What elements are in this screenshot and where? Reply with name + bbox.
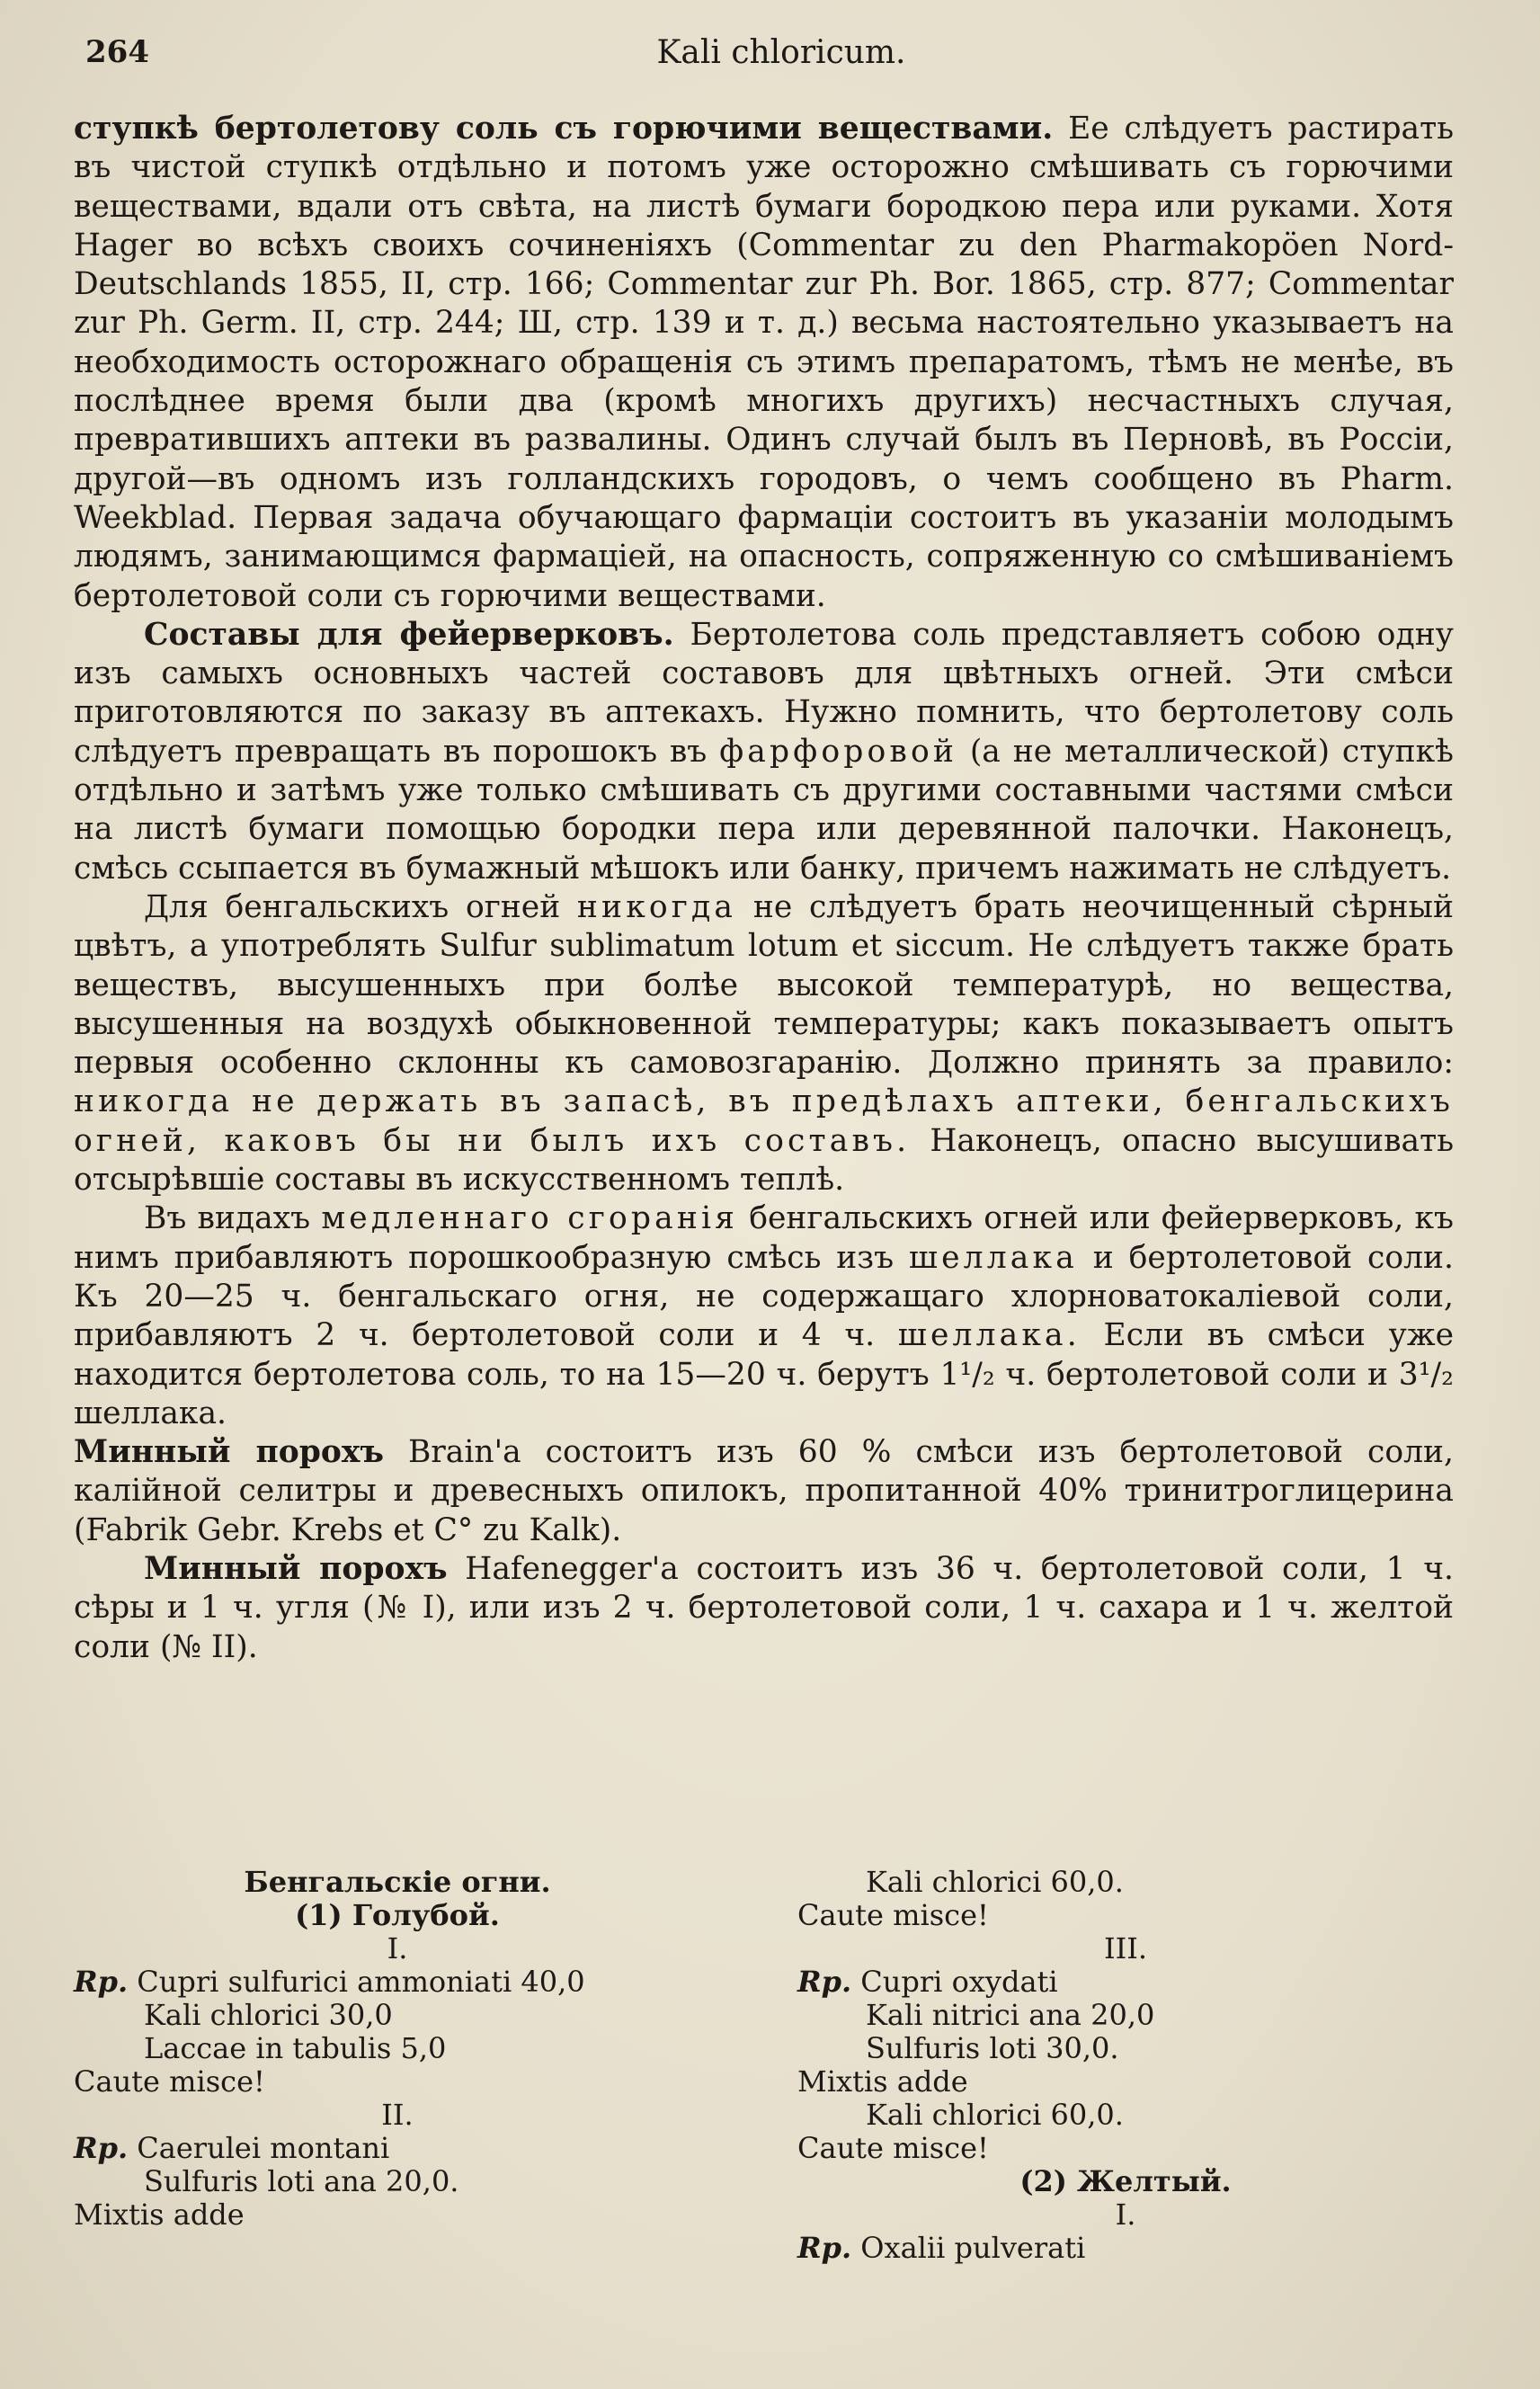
recipes-left-column: [74, 1866, 721, 2232]
recipe-text: Kali chlorici 60,0.: [866, 2098, 1124, 2132]
recipe-text: Бенгальскіе огни.: [244, 1865, 551, 1899]
page-header: [85, 27, 1477, 90]
recipe-line: [797, 2165, 1454, 2198]
recipes-right-column: [797, 1866, 1454, 2265]
paragraph: [74, 1199, 1454, 1433]
text-run: (а не металлической) ступкѣ отдѣльно и затѣмъ уже только смѣшивать съ другими составными частями смѣси на листѣ бумаги помощью бородки пера или деревянной палочки. Наконецъ, смѣсь ссыпается въ бумажный мѣшокъ или банку, причемъ нажимать не слѣдуетъ.: [74, 733, 1454, 887]
recipe-text: Caute misce!: [797, 2131, 989, 2165]
bold-run: ступкѣ бертолетову соль съ горючими веществами.: [74, 111, 1054, 147]
paragraph: [74, 616, 1454, 888]
text-run: Въ видахъ: [144, 1200, 322, 1237]
recipe-line: [74, 1999, 721, 2032]
paragraph: [74, 110, 1454, 616]
recipe-text: Caerulei montani: [128, 2131, 390, 2165]
paragraph: [74, 1433, 1454, 1550]
recipe-text: Caute misce!: [74, 2064, 265, 2099]
recipe-text: III.: [1103, 1931, 1148, 1966]
text-run: Если въ смѣси уже находится бертолетова соль, то на 15—20 ч. берутъ 1¹/₂ ч. бертолетовой соли и 3¹/₂ шеллака.: [74, 1317, 1454, 1431]
recipe-line: [797, 1932, 1454, 1966]
bold-run: Минный порохъ: [74, 1434, 384, 1471]
recipe-text: II.: [381, 2098, 414, 2132]
recipe-text: (1) Голубой.: [295, 1898, 500, 1932]
recipe-line: [797, 1966, 1454, 1999]
recipe-text: Cupri sulfurici ammoniati 40,0: [128, 1965, 585, 1999]
rx-symbol: Rp.: [74, 2131, 129, 2165]
page-number: 264: [85, 34, 149, 70]
recipe-text: I.: [1115, 2197, 1136, 2232]
recipe-text: Caute misce!: [797, 1898, 989, 1932]
bold-run: Минный порохъ: [144, 1550, 448, 1587]
recipe-text: Mixtis adde: [74, 2197, 245, 2232]
recipe-line: [74, 2132, 721, 2165]
recipe-line: [797, 2099, 1454, 2132]
recipe-text: (2) Желтый.: [1019, 2164, 1232, 2198]
running-title: Kali chloricum.: [656, 34, 906, 71]
recipe-text: Kali chlorici 60,0.: [866, 1865, 1124, 1899]
text-run: Бертолетова соль представляетъ собою одну изъ самыхъ основныхъ частей составовъ для цвѣтныхъ огней. Эти смѣси приготовляются по заказу въ аптекахъ. Нужно помнить, что бертолетову соль слѣдуетъ превращать въ порошокъ въ: [74, 616, 1454, 770]
paragraph: [74, 1550, 1454, 1667]
spaced-run: фарфоровой: [719, 733, 957, 770]
text-run: бенгальскихъ огней или фейерверковъ, къ нимъ прибавляютъ порошкообразную смѣсь изъ: [74, 1200, 1454, 1276]
recipe-line: [74, 1932, 721, 1966]
text-run: Для бенгальскихъ огней: [144, 888, 577, 925]
text-run: не слѣдуетъ брать неочищенный сѣрный цвѣтъ, а употреблять Sulfur sublimatum lotum et siccum. Не слѣдуетъ также брать веществъ, высушенныхъ при болѣе высокой температурѣ, но вещества, высушенныя на воздухѣ обыкновенной температуры; какъ показываетъ опытъ первыя особенно склонны къ самовозгаранію. Должно принять за правило:: [74, 888, 1454, 1082]
spaced-run: медленнаго сгоранія: [321, 1200, 739, 1237]
spaced-run: шеллака: [908, 1239, 1078, 1276]
recipe-line: [797, 2032, 1454, 2065]
recipe-line: [797, 1899, 1454, 1932]
spaced-run: никогда не держать въ запасѣ, въ предѣлахъ аптеки, бенгальскихъ огней, каковъ бы ни былъ ихъ составъ.: [74, 1083, 1454, 1159]
recipe-text: Laccae in tabulis 5,0: [144, 2031, 447, 2065]
rx-symbol: Rp.: [797, 2231, 852, 2265]
recipe-text: Sulfuris loti ana 20,0.: [144, 2164, 459, 2198]
recipe-text: Oxalii pulverati: [851, 2231, 1086, 2265]
recipe-line: [74, 2099, 721, 2132]
recipe-line: [797, 2132, 1454, 2165]
recipe-text: Cupri oxydati: [851, 1965, 1058, 1999]
rx-symbol: Rp.: [797, 1965, 852, 1999]
text-run: Ее слѣдуетъ растирать въ чистой ступкѣ отдѣльно и потомъ уже осторожно смѣшивать съ горючими веществами, вдали отъ свѣта, на листѣ бумаги бородкою пера или руками. Хотя Hager во всѣхъ своихъ сочиненіяхъ (Commentar zu den Pharmakopöen Nord-Deutschlands 1855, II, стр. 166; Commentar zur Ph. Bor. 1865, стр. 877; Commentar zur Ph. Germ. II, стр. 244; Ш, стр. 139 и т. д.) весьма настоятельно указываетъ на необходимость осторожнаго обращенія съ этимъ препаратомъ, тѣмъ не менѣе, въ послѣднее время были два (кромѣ многихъ другихъ) несчастныхъ случая, превратившихъ аптеки въ развалины. Одинъ случай былъ въ Перновѣ, въ Россіи, другой—въ одномъ изъ голландскихъ городовъ, о чемъ сообщено въ Pharm. Weekblad. Первая задача обучающаго фармаціи состоитъ въ указаніи молодымъ людямъ, занимающимся фармаціей, на опасность, сопряженную со смѣшиваніемъ бертолетовой соли съ горючими веществами.: [74, 111, 1454, 614]
recipe-line: [797, 2065, 1454, 2099]
recipe-line: [797, 2232, 1454, 2265]
recipe-line: [797, 1999, 1454, 2032]
recipe-text: Kali chlorici 30,0: [144, 1998, 393, 2032]
text-run: Hafenegger'а состоитъ изъ 36 ч. бертолетовой соли, 1 ч. сѣры и 1 ч. угля (№ I), или изъ 2 ч. бертолетовой соли, 1 ч. сахара и 1 ч. желтой соли (№ II).: [74, 1550, 1455, 1665]
recipe-line: [74, 1966, 721, 1999]
recipe-text: Sulfuris loti 30,0.: [866, 2031, 1119, 2065]
recipe-line: [797, 2198, 1454, 2232]
recipe-line: [74, 2165, 721, 2198]
spaced-run: шеллака.: [897, 1317, 1081, 1354]
paragraph: [74, 888, 1454, 1199]
recipe-line: [74, 2065, 721, 2099]
recipe-text: I.: [387, 1931, 408, 1966]
recipe-text: Mixtis adde: [797, 2064, 968, 2099]
body-text: [74, 110, 1454, 1667]
text-run: и бертолетовой соли. Къ 20—25 ч. бенгальскаго огня, не содержащаго хлорноватокаліевой соли, прибавляютъ 2 ч. бертолетовой соли и 4 ч.: [74, 1239, 1454, 1354]
recipe-line: [74, 2198, 721, 2232]
rx-symbol: Rp.: [74, 1965, 129, 1999]
recipe-line: [74, 2032, 721, 2065]
text-run: Brain'а состоитъ изъ 60 % смѣси изъ бертолетовой соли, калійной селитры и древесныхъ опилокъ, пропитанной 40% тринитроглицерина (Fabrik Gebr. Krebs et C° zu Kalk).: [74, 1434, 1454, 1548]
recipes-section: [74, 1866, 1454, 2369]
text-run: Наконецъ, опасно высушивать отсырѣвшіе составы въ искусственномъ теплѣ.: [74, 1122, 1454, 1199]
recipe-text: Kali nitrici ana 20,0: [866, 1998, 1155, 2032]
spaced-run: никогда: [576, 888, 737, 925]
recipe-line: [797, 1866, 1454, 1899]
recipe-line: [74, 1899, 721, 1932]
bold-run: Составы для фейерверковъ.: [144, 616, 674, 653]
recipe-line: [74, 1866, 721, 1899]
